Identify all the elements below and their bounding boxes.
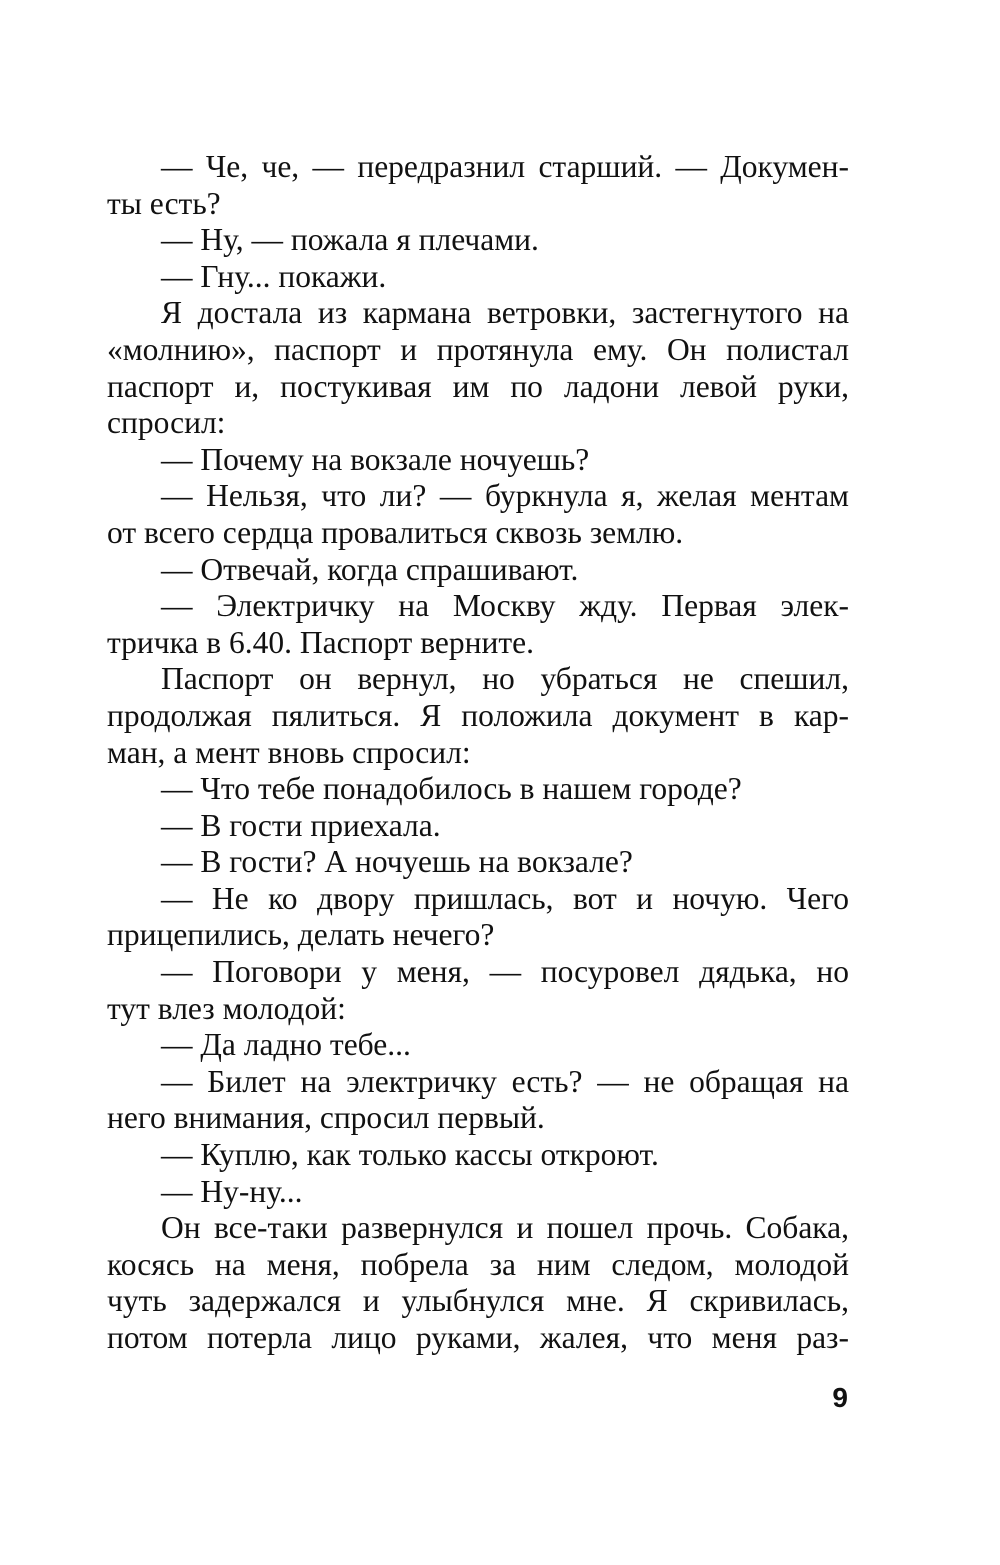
text-line: Паспорт он вернул, но убраться не спешил, (161, 661, 849, 697)
text-line: — Поговори у меня, — посуровел дядька, но (161, 954, 849, 990)
text-line: Он все-таки развернулся и пошел прочь. Собака, (161, 1210, 849, 1246)
text-line: потом потерла лицо руками, жалея, что меня раз- (107, 1320, 849, 1355)
text-line: — Почему на вокзале ночуешь? (161, 441, 590, 477)
text-line: тричка в 6.40. Паспорт верните. (107, 624, 534, 660)
text-line: — В гости приехала. (161, 807, 441, 843)
text-line: — Электричку на Москву жду. Первая элек- (161, 588, 849, 624)
text-line: — Ну, — пожала я плечами. (161, 222, 539, 258)
text-line: — Нельзя, что ли? — буркнула я, желая ментам (161, 478, 849, 514)
text-line: него внимания, спросил первый. (107, 1100, 545, 1136)
text-line: косясь на меня, побрела за ним следом, молодой (107, 1246, 849, 1282)
text-line: — Билет на электричку есть? — не обращая на (161, 1063, 849, 1099)
text-line: — Куплю, как только кассы откроют. (161, 1137, 659, 1173)
text-line: ты есть? (107, 185, 221, 221)
text-line: — Не ко двору пришлась, вот и ночую. Чего (161, 880, 849, 916)
text-line: — Че, че, — передразнил старший. — Докумен- (161, 149, 849, 184)
text-line: ман, а мент вновь спросил: (107, 734, 471, 770)
text-line: «молнию», паспорт и протянула ему. Он полистал (107, 331, 849, 367)
text-line: паспорт и, постукивая им по ладони левой руки, (107, 368, 849, 404)
text-line: Я достала из кармана ветровки, застегнутого на (161, 295, 849, 331)
text-line: прицепились, делать нечего? (107, 917, 495, 953)
text-line: тут влез молодой: (107, 990, 346, 1026)
text-line: спросил: (107, 405, 226, 441)
text-line: продолжая пялиться. Я положила документ в кар- (107, 697, 849, 733)
text-line: — Что тебе понадобилось в нашем городе? (161, 771, 742, 807)
text-line: — Гну... покажи. (161, 258, 387, 294)
text-line: — Да ладно тебе... (161, 1027, 411, 1063)
text-line: от всего сердца провалиться сквозь землю. (107, 514, 684, 550)
text-line: — В гости? А ночуешь на вокзале? (161, 844, 633, 880)
body-text (107, 149, 849, 1357)
text-line: — Ну-ну... (161, 1173, 303, 1209)
text-line: чуть задержался и улыбнулся мне. Я скривилась, (107, 1283, 849, 1319)
text-line: — Отвечай, когда спрашивают. (161, 551, 579, 587)
page-number: 9 (832, 1382, 848, 1413)
